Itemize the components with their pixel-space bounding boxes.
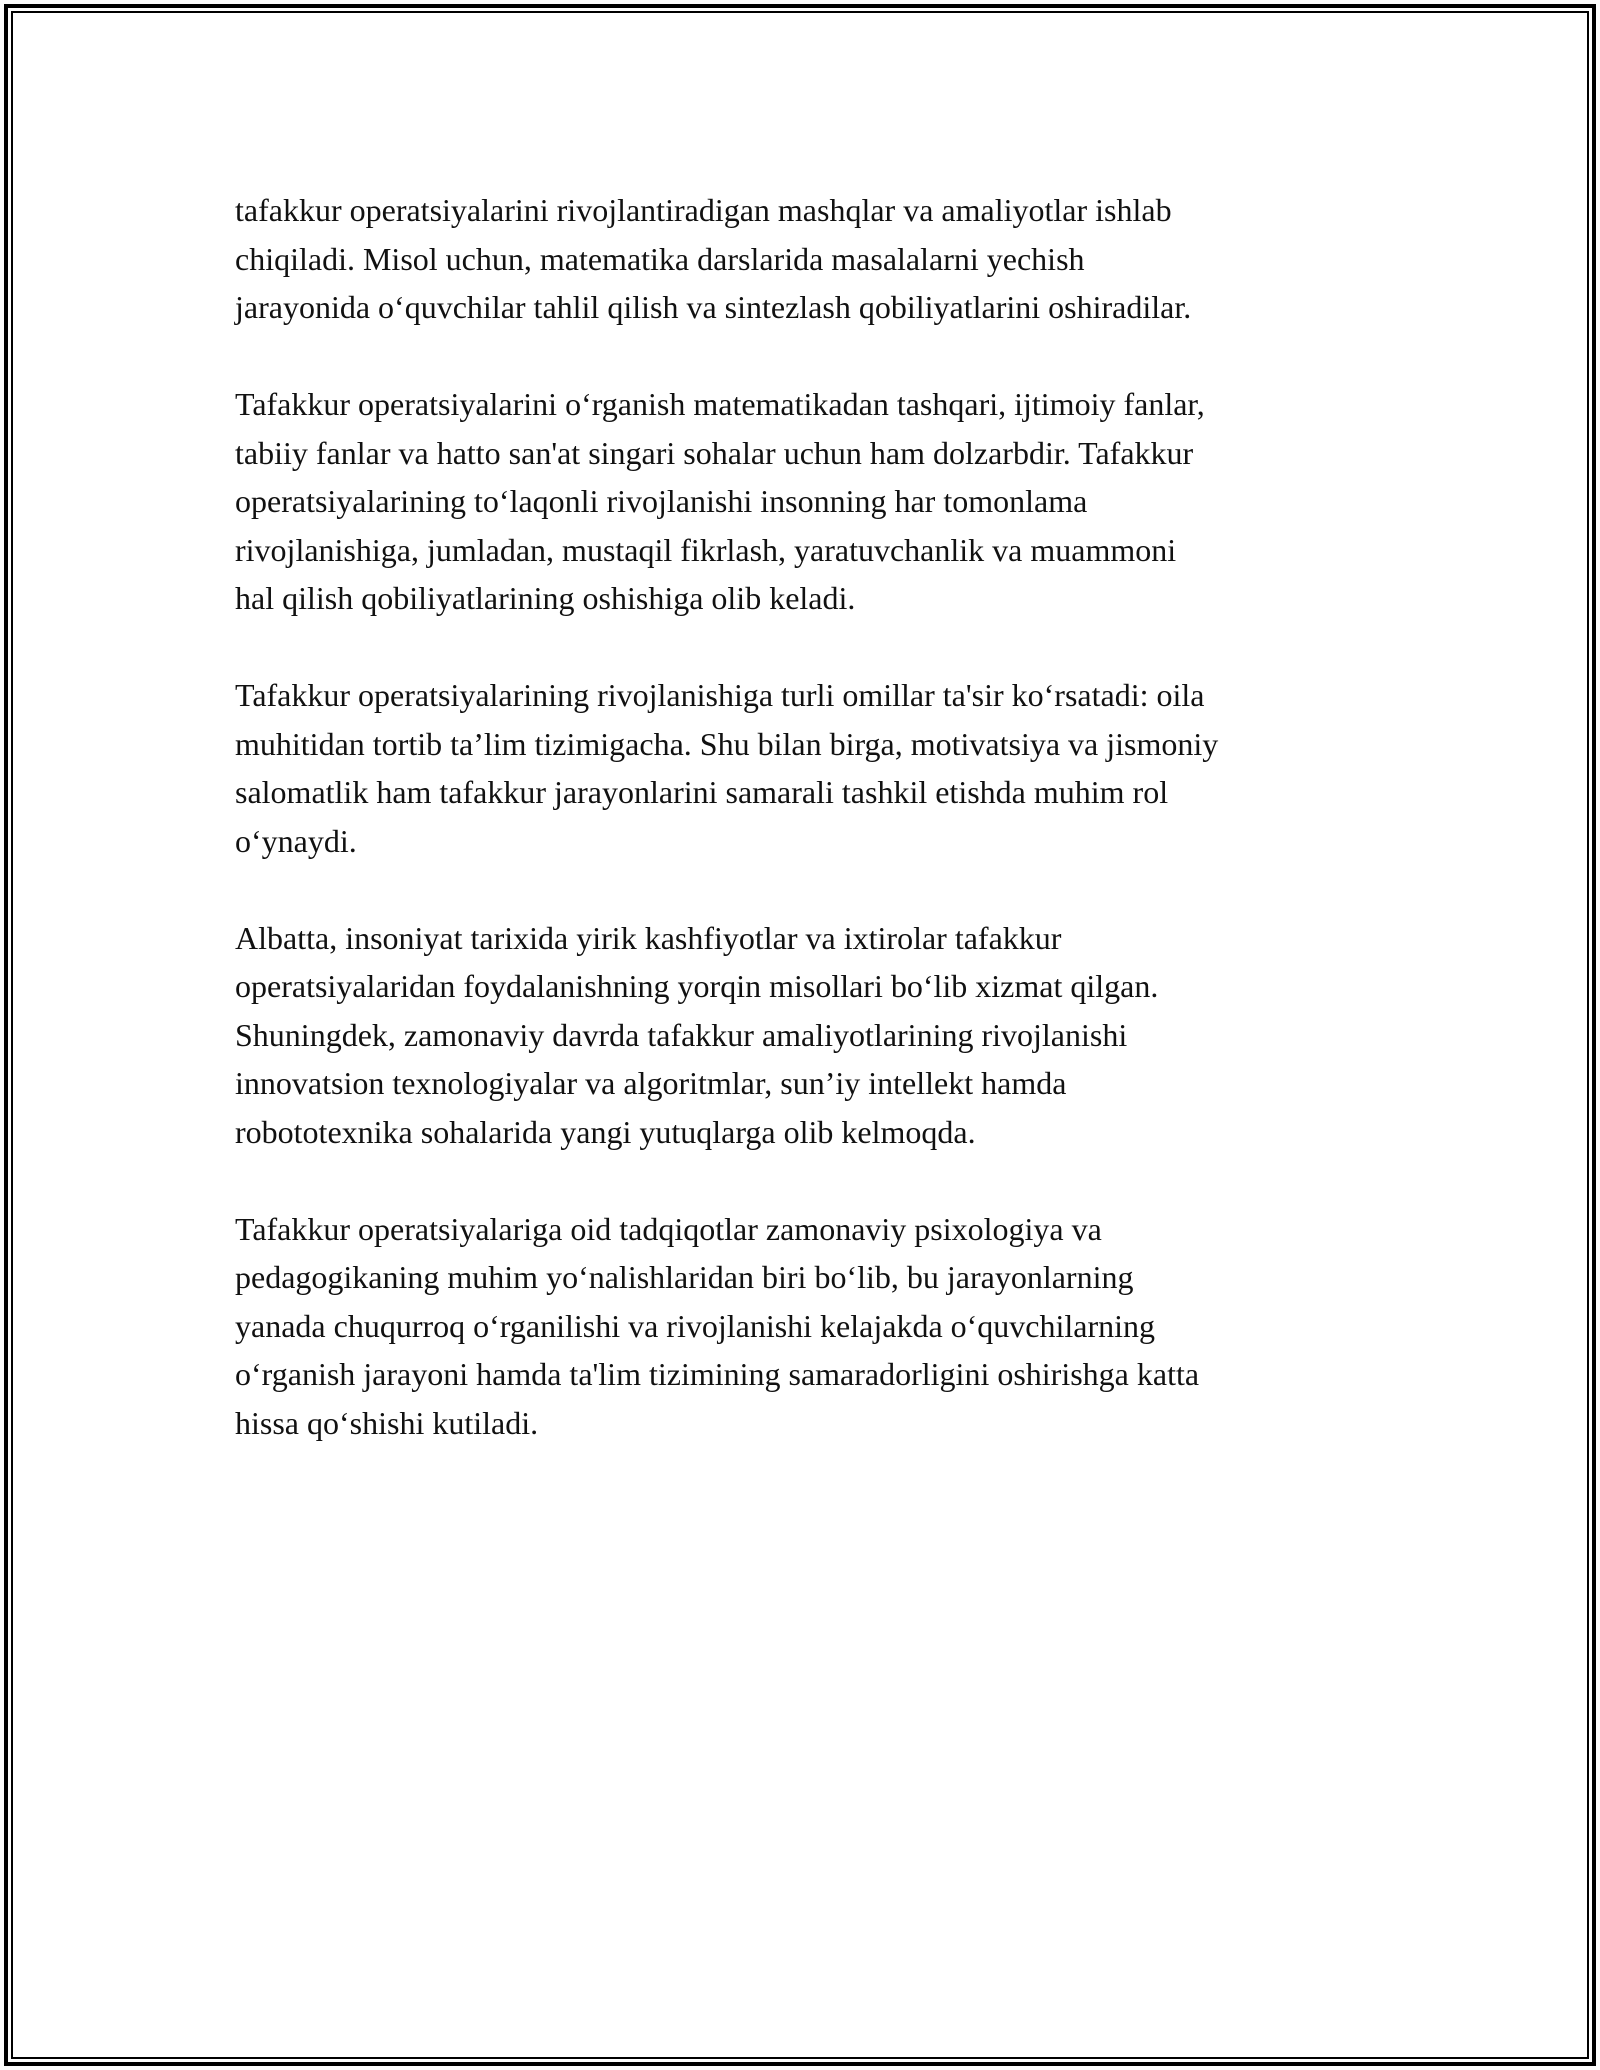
paragraph-line: Tafakkur operatsiyalariga oid tadqiqotlar zamonaviy psixologiya va [235, 1210, 1102, 1247]
paragraph-line: rivojlanishiga, jumladan, mustaqil fikrlash, yaratuvchanlik va muammoni [235, 531, 1177, 568]
paragraph-line: salomatlik ham tafakkur jarayonlarini samarali tashkil etishda muhim rol [235, 774, 1169, 810]
paragraph-2 [235, 380, 1385, 623]
paragraph-3 [235, 671, 1385, 865]
paragraph-line: Tafakkur operatsiyalarining rivojlanishiga turli omillar ta'sir ko‘rsatadi: oila [235, 677, 1205, 713]
paragraph-5 [235, 1205, 1385, 1448]
paragraph-line: o‘ynaydi. [235, 822, 357, 859]
paragraph-line: hissa qo‘shishi kutiladi. [235, 1404, 539, 1441]
paragraph-1 [235, 186, 1385, 332]
paragraph-4 [235, 914, 1385, 1157]
paragraph-line: yanada chuqurroq o‘rganilishi va rivojlanishi kelajakda o‘quvchilarning [235, 1307, 1156, 1344]
paragraph-line: tafakkur operatsiyalarini rivojlantiradigan mashqlar va amaliyotlar ishlab [235, 192, 1172, 228]
paragraph-line: muhitidan tortib ta’lim tizimigacha. Shu bilan birga, motivatsiya va jismoniy [235, 725, 1219, 762]
paragraph-line: o‘rganish jarayoni hamda ta'lim tizimining samaradorligini oshirishga katta [235, 1356, 1200, 1392]
paragraph-line: operatsiyalaridan foydalanishning yorqin misollari bo‘lib xizmat qilgan. [235, 968, 1159, 1004]
paragraph-line: jarayonida o‘quvchilar tahlil qilish va sintezlash qobiliyatlarini oshiradilar. [235, 289, 1192, 325]
paragraph-line: Shuningdek, zamonaviy davrda tafakkur amaliyotlarining rivojlanishi [235, 1016, 1128, 1053]
paragraph-line: Tafakkur operatsiyalarini o‘rganish matematikadan tashqari, ijtimoiy fanlar, [235, 386, 1205, 422]
paragraph-line: chiqiladi. Misol uchun, matematika darslarida masalalarni yechish [235, 240, 1085, 277]
paragraph-line: tabiiy fanlar va hatto san'at singari sohalar uchun ham dolzarbdir. Tafakkur [235, 434, 1194, 471]
paragraph-line: hal qilish qobiliyatlarining oshishiga olib keladi. [235, 580, 856, 616]
paragraph-line: Albatta, insoniyat tarixida yirik kashfiyotlar va ixtirolar tafakkur [235, 919, 1062, 956]
paragraph-line: operatsiyalarining to‘laqonli rivojlanishi insonning har tomonlama [235, 483, 1088, 519]
document-body [235, 186, 1385, 1496]
paragraph-line: innovatsion texnologiyalar va algoritmlar, sun’iy intellekt hamda [235, 1065, 1067, 1101]
paragraph-line: robototexnika sohalarida yangi yutuqlarga olib kelmoqda. [235, 1113, 976, 1150]
paragraph-line: pedagogikaning muhim yo‘nalishlaridan biri bo‘lib, bu jarayonlarning [235, 1259, 1134, 1295]
